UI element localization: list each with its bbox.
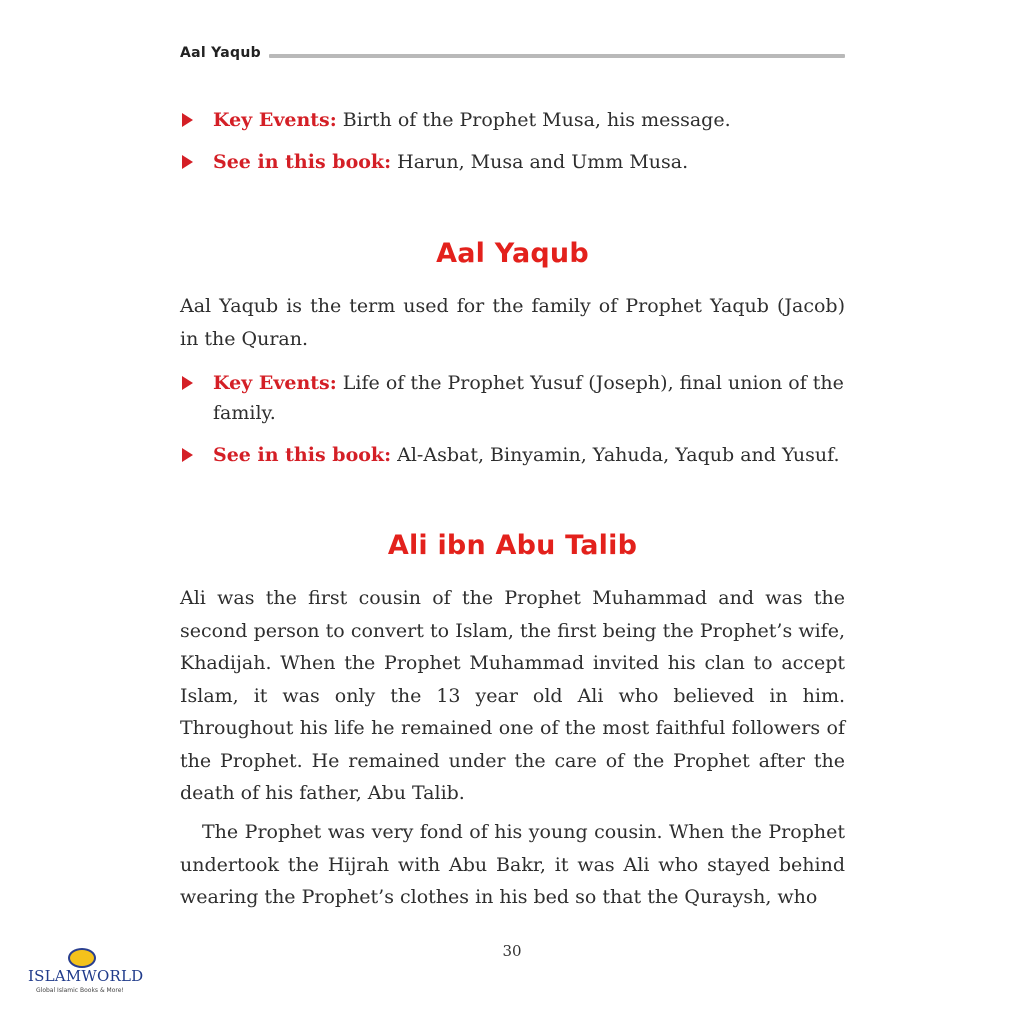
triangle-bullet-icon <box>182 448 193 462</box>
triangle-bullet-icon <box>182 376 193 390</box>
bullet-label: Key Events: <box>213 372 337 394</box>
bullet-label: Key Events: <box>213 109 337 131</box>
bullet-see-in-book-musa <box>182 147 852 177</box>
bullet-text: Al-Asbat, Binyamin, Yahuda, Yaqub and Yusuf. <box>391 444 840 466</box>
running-head-rule <box>269 54 845 58</box>
logo-emblem-icon <box>68 948 96 968</box>
bullet-key-events-musa <box>182 105 852 135</box>
heading-aal-yaqub: Aal Yaqub <box>436 238 589 269</box>
bullet-text: Harun, Musa and Umm Musa. <box>391 151 689 173</box>
running-head <box>180 42 845 64</box>
running-head-title: Aal Yaqub <box>180 45 261 61</box>
heading-ali-ibn-abu-talib: Ali ibn Abu Talib <box>387 530 638 561</box>
logo-tagline: Global Islamic Books & More! <box>36 987 124 994</box>
page-number: 30 <box>502 942 522 960</box>
bullet-key-events-yusuf <box>182 368 852 428</box>
bullet-label: See in this book: <box>213 151 392 173</box>
bullet-label: See in this book: <box>213 444 392 466</box>
bullet-text: Birth of the Prophet Musa, his message. <box>336 109 731 131</box>
islamworld-logo <box>28 948 148 998</box>
paragraph-aal-yaqub: Aal Yaqub is the term used for the family of Prophet Yaqub (Jacob) in the Quran. <box>180 295 845 350</box>
bullet-see-in-book-yaqub <box>182 440 852 470</box>
triangle-bullet-icon <box>182 155 193 169</box>
paragraph-ali-2: The Prophet was very fond of his young cousin. When the Prophet undertook the Hijrah with Abu Bakr, it was Ali who stayed behind wearing the Prophet’s clothes in his bed so that the Quraysh, who <box>180 821 845 908</box>
bullet-text: Life of the Prophet Yusuf (Joseph), final union of the family. <box>213 372 844 424</box>
paragraph-ali-1: Ali was the first cousin of the Prophet Muhammad and was the second person to convert to Islam, the first being the Prophet’s wife, Khadijah. When the Prophet Muhammad invited his clan to accept Islam, it was only the 13 year old Ali who believed in him. Throughout his life he remained one of the most faithful followers of the Prophet. He remained under the care of the Prophet after the death of his father, Abu Talib. <box>180 587 845 804</box>
triangle-bullet-icon <box>182 113 193 127</box>
logo-brand-text: ISLAMWORLD <box>28 967 144 985</box>
